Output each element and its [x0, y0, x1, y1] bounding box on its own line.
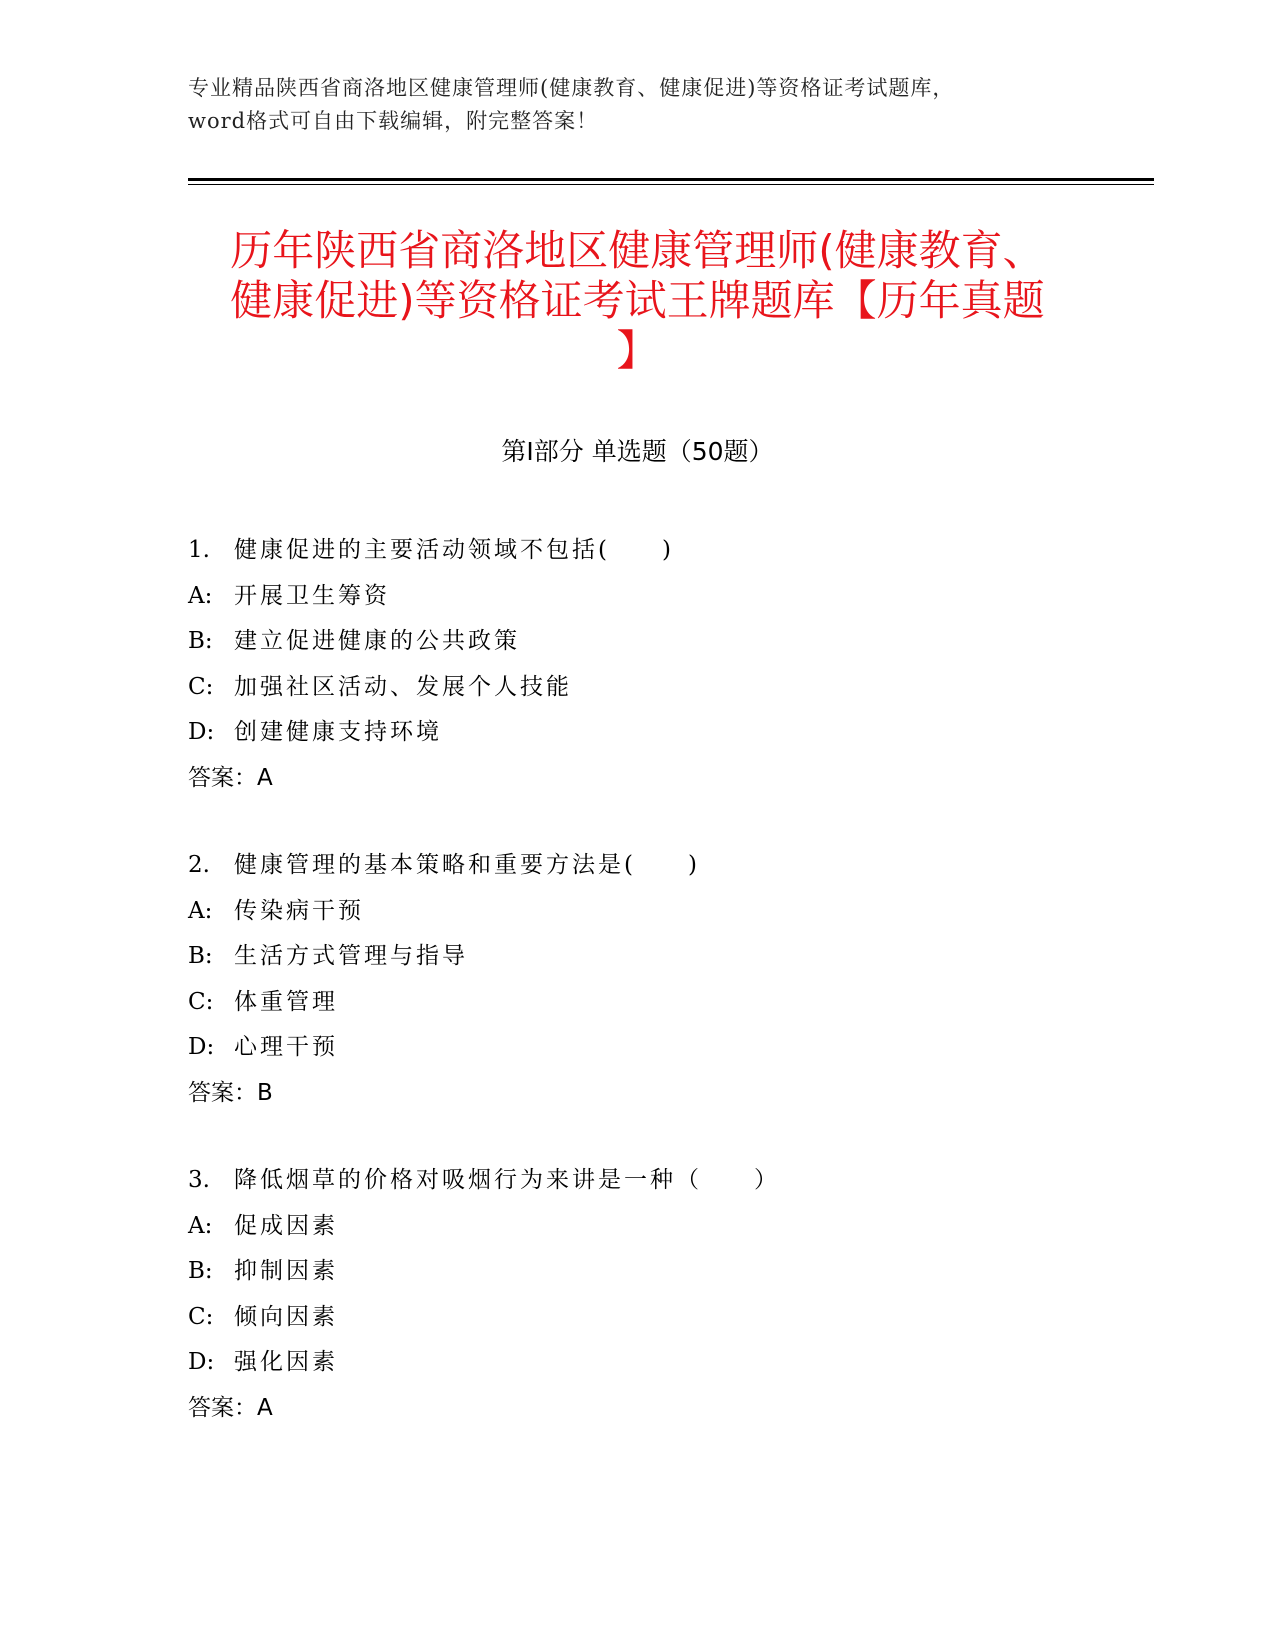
option-d	[188, 710, 1148, 756]
question-number: 1.	[188, 537, 210, 563]
option-letter: C:	[188, 1303, 214, 1330]
header-rule-thick	[188, 178, 1154, 181]
question-stem	[188, 1158, 1148, 1204]
question-1	[188, 528, 1148, 801]
answer-line: 答案：A	[188, 764, 273, 791]
option-text: 传染病干预	[234, 897, 364, 924]
option-text: 生活方式管理与指导	[234, 943, 468, 969]
option-text: 倾向因素	[234, 1303, 338, 1330]
option-c	[188, 665, 1148, 711]
option-text: 体重管理	[234, 988, 338, 1015]
question-number: 3.	[188, 1167, 210, 1193]
option-letter: C:	[188, 673, 214, 700]
answer-line: 答案：A	[188, 1394, 273, 1421]
option-a	[188, 889, 1148, 935]
question-2	[188, 843, 1148, 1116]
option-letter: C:	[188, 988, 214, 1015]
option-d	[188, 1025, 1148, 1071]
document-title-line-2: 健康促进)等资格证考试王牌题库【历年真题	[230, 276, 1045, 325]
option-letter: B:	[188, 628, 213, 654]
section-title: 第Ⅰ部分 单选题（50题）	[501, 437, 774, 466]
option-letter: D:	[188, 1349, 215, 1375]
option-letter: A:	[188, 897, 213, 924]
option-text: 心理干预	[234, 1034, 338, 1060]
option-b	[188, 619, 1148, 665]
option-b	[188, 934, 1148, 980]
question-number: 2.	[188, 852, 210, 878]
option-letter: B:	[188, 943, 213, 969]
option-a	[188, 1204, 1148, 1250]
question-text: 健康促进的主要活动领域不包括( )	[234, 537, 674, 563]
header-note-line-2: word格式可自由下载编辑，附完整答案！	[188, 109, 599, 133]
option-b	[188, 1249, 1148, 1295]
option-d	[188, 1340, 1148, 1386]
option-text: 建立促进健康的公共政策	[234, 628, 520, 654]
option-c	[188, 980, 1148, 1026]
option-text: 加强社区活动、发展个人技能	[234, 673, 572, 700]
question-text: 降低烟草的价格对吸烟行为来讲是一种（ ）	[234, 1167, 780, 1193]
option-text: 促成因素	[234, 1212, 338, 1239]
question-list	[188, 528, 1148, 1473]
option-letter: A:	[188, 582, 213, 609]
question-stem	[188, 528, 1148, 574]
option-letter: D:	[188, 1034, 215, 1060]
option-a	[188, 574, 1148, 620]
answer-line: 答案：B	[188, 1079, 273, 1106]
option-c	[188, 1295, 1148, 1341]
option-text: 强化因素	[234, 1349, 338, 1375]
option-text: 抑制因素	[234, 1258, 338, 1284]
document-title-line-1: 历年陕西省商洛地区健康管理师(健康教育、	[230, 226, 1045, 275]
document-title-line-3: 】	[616, 326, 659, 375]
header-note-line-1: 专业精品陕西省商洛地区健康管理师(健康教育、健康促进)等资格证考试题库，	[188, 76, 955, 100]
document-title	[150, 226, 1125, 376]
question-text: 健康管理的基本策略和重要方法是( )	[234, 852, 700, 878]
header-note	[188, 72, 1148, 138]
option-text: 开展卫生筹资	[234, 582, 390, 609]
option-text: 创建健康支持环境	[234, 719, 442, 745]
question-3	[188, 1158, 1148, 1431]
option-letter: A:	[188, 1212, 213, 1239]
header-rule-thin	[188, 184, 1154, 185]
option-letter: D:	[188, 719, 215, 745]
option-letter: B:	[188, 1258, 213, 1284]
question-stem	[188, 843, 1148, 889]
